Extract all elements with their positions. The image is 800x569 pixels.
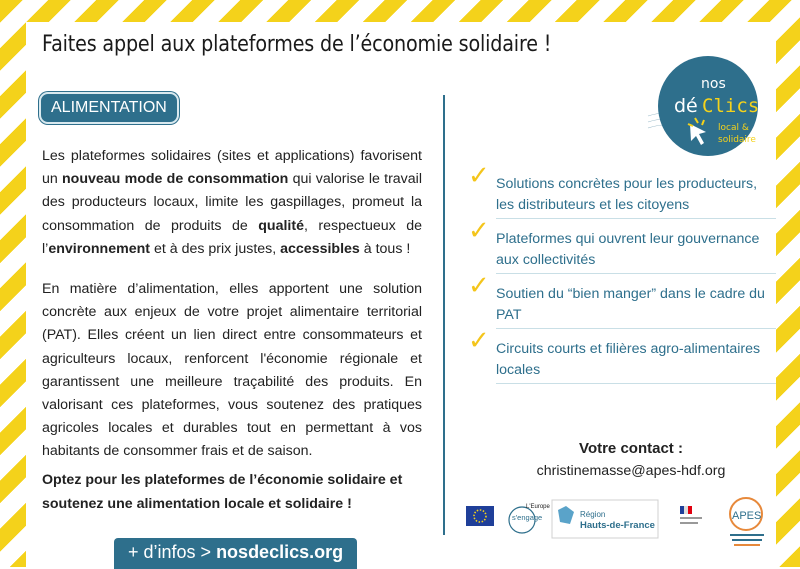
europe-line2: s'engage (512, 513, 543, 522)
nosdeclics-logo (646, 46, 766, 166)
republique-francaise-logo (674, 502, 710, 532)
logo-nos: nos (701, 76, 726, 92)
column-divider (443, 95, 445, 535)
check-icon: ✓ (468, 271, 490, 301)
benefit-label: Plateformes qui ouvrent leur gouvernance aux collectivités (496, 229, 776, 274)
emphasis: nouveau mode de consommation (62, 171, 289, 188)
text-run: et à des prix justes, (150, 240, 281, 257)
content-card (26, 22, 776, 567)
europe-engage-logo (509, 504, 550, 533)
text-run: , respectueux de l’ (42, 217, 422, 257)
eu-flag-logo (466, 506, 494, 526)
logo-clics: Clics (702, 95, 760, 117)
europe-line1: L'Europe (526, 504, 550, 510)
emphasis: qualité (258, 217, 304, 234)
apes-logo (730, 498, 764, 546)
region-line1: Région (580, 510, 606, 519)
food-paragraph: En matière d’alimentation, elles apportent une solution concrète aux enjeux de votre projet alimentaire territorial (PAT). Elles créent un lien direct entre consommateurs et agriculteurs locaux, renforcent l'économie régionale et garantissent une meilleure traçabilité des produits. En valorisant ces plateformes, vous soutenez des pratiques agricoles locales et durables tout en permettant à vos habitants de consommer frais et de saison. (42, 281, 422, 460)
logo-solidaire: solidaire (718, 135, 756, 145)
check-icon: ✓ (468, 326, 490, 356)
call-to-action: Optez pour les plateformes de l’économie solidaire et soutenez une alimentation locale et solidaire ! (42, 472, 403, 512)
benefit-label: Solutions concrètes pour les producteurs, les distributeurs et les citoyens (496, 174, 776, 219)
benefit-label: Circuits courts et filières agro-alimentaires locales (496, 339, 776, 384)
logo-local: local & (718, 123, 749, 133)
contact-email[interactable]: christinemasse@apes-hdf.org (536, 463, 726, 479)
benefit-label: Soutien du “bien manger” dans le cadre du PAT (496, 284, 776, 329)
link-site: nosdeclics.org (216, 542, 344, 562)
contact-heading: Votre contact : (579, 440, 683, 457)
apes-text: APES (732, 510, 762, 522)
benefits-list (466, 161, 776, 394)
text-run: à tous ! (359, 240, 411, 257)
category-badge: ALIMENTATION (39, 92, 179, 124)
link-prefix: + d’infos > (128, 542, 217, 562)
intro-paragraph (42, 145, 422, 261)
benefit-item (466, 161, 776, 219)
emphasis: environnement (48, 240, 151, 257)
text-run: Les plateformes solidaires (sites et applications) favorisent un (42, 148, 422, 188)
benefit-item (466, 216, 776, 274)
benefit-item (466, 326, 776, 384)
page-title: Faites appel aux plateformes de l’économie solidaire ! (42, 32, 552, 57)
partner-logos (464, 492, 774, 552)
check-icon: ✓ (468, 216, 490, 246)
emphasis: accessibles (280, 240, 360, 257)
text-run: qui valorise le travail des producteurs locaux, limite les gaspillages, promeut la consommation de produits de (42, 171, 422, 234)
benefit-item (466, 271, 776, 329)
region-hdf-logo (552, 500, 658, 538)
logo-de: dé (674, 95, 698, 117)
contact-block (526, 440, 736, 479)
main-text (42, 145, 422, 481)
website-link[interactable] (114, 538, 357, 569)
region-line2: Hauts-de-France (580, 520, 655, 531)
check-icon: ✓ (468, 161, 490, 191)
